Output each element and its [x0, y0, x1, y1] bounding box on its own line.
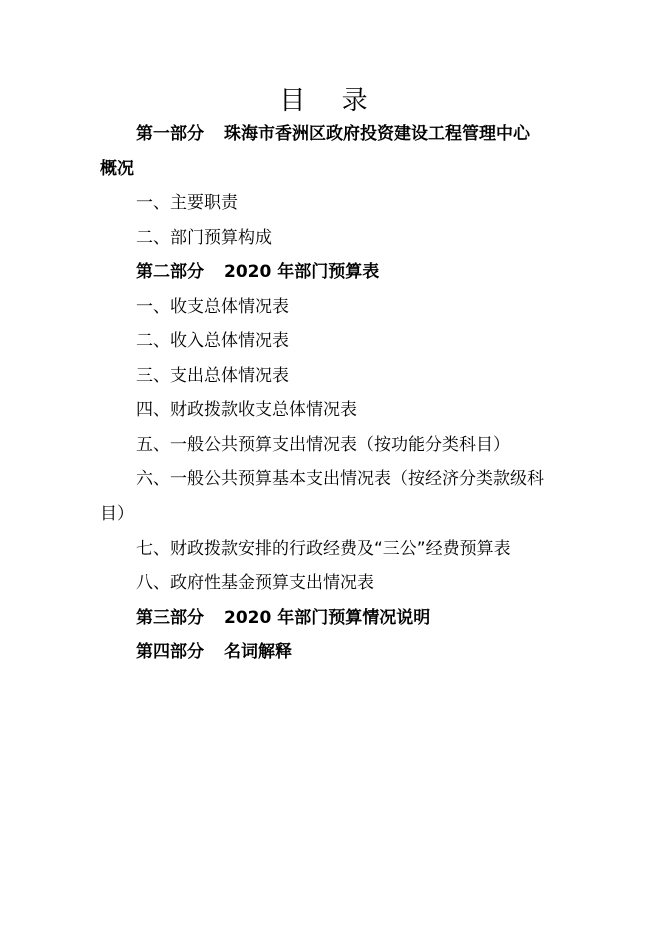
toc-part4	[136, 640, 292, 664]
toc-p2-item6: 六、一般公共预算基本支出情况表（按经济分类款级科	[136, 469, 544, 489]
toc-p2-item4: 四、财政拨款收支总体情况表	[136, 400, 357, 420]
toc-p1-item1: 一、主要职责	[136, 193, 238, 213]
toc-part3-title: 2020 年部门预算情况说明	[224, 608, 431, 628]
toc-p1-item2: 二、部门预算构成	[136, 228, 272, 248]
toc-p2-item5: 五、一般公共预算支出情况表（按功能分类科目）	[136, 435, 510, 455]
toc-p2-item8: 八、政府性基金预算支出情况表	[136, 573, 374, 593]
toc-p2-item2: 二、收入总体情况表	[136, 331, 289, 351]
toc-part2-title: 2020 年部门预算表	[224, 262, 380, 282]
toc-p2-item7: 七、财政拨款安排的行政经费及“三公”经费预算表	[136, 539, 511, 559]
toc-part1-title: 珠海市香洲区政府投资建设工程管理中心	[224, 124, 530, 144]
page-title: 目 录	[279, 86, 382, 116]
toc-part3	[136, 606, 430, 630]
toc-part3-label: 第三部分	[136, 608, 204, 628]
toc-part2-label: 第二部分	[136, 262, 204, 282]
toc-p2-item1: 一、收支总体情况表	[136, 297, 289, 317]
toc-part1-title-wrap: 概况	[100, 159, 134, 179]
toc-part1	[136, 122, 530, 146]
toc-part1-label: 第一部分	[136, 124, 204, 144]
toc-part2	[136, 260, 379, 284]
toc-part4-title: 名词解释	[224, 642, 292, 662]
toc-part4-label: 第四部分	[136, 642, 204, 662]
toc-p2-item6-wrap: 目）	[100, 504, 134, 524]
toc-p2-item3: 三、支出总体情况表	[136, 366, 289, 386]
